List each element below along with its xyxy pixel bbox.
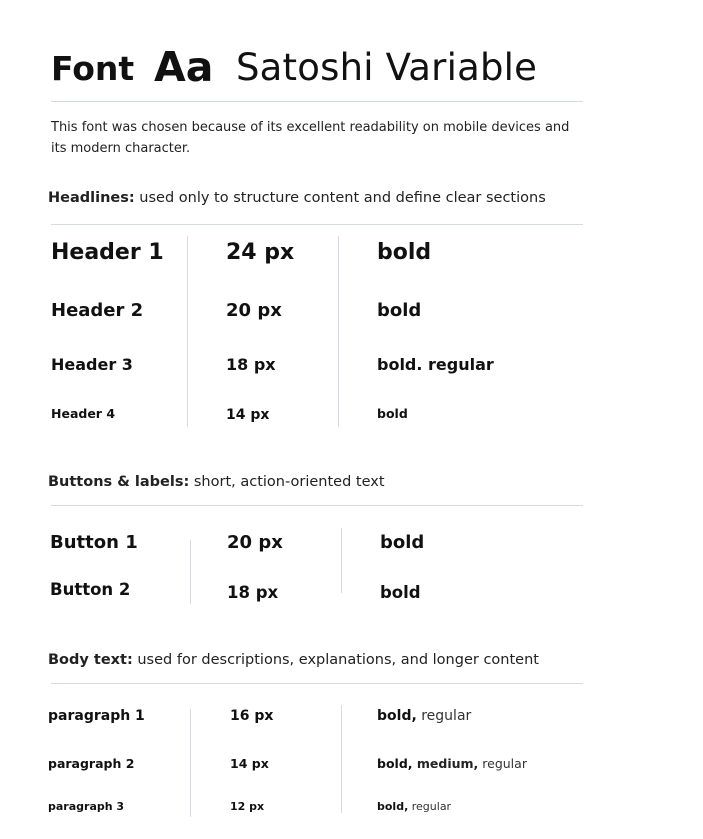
header-1-size: 24 px (226, 240, 295, 265)
paragraph-3-weight-bold: bold, (377, 800, 409, 813)
paragraph-3-weights (377, 800, 451, 813)
button-1-size: 20 px (227, 532, 283, 553)
headlines-divider (51, 224, 583, 225)
paragraph-2-weight-regular: regular (478, 756, 527, 771)
paragraph-2-weight-bold: bold, (377, 756, 413, 771)
paragraph-1-weight-bold: bold, (377, 708, 417, 724)
buttons-column-divider-1 (190, 540, 191, 604)
buttons-divider (51, 505, 583, 506)
paragraph-2-name: paragraph 2 (48, 756, 135, 771)
body-column-divider-2 (341, 705, 342, 813)
header-4-size: 14 px (226, 407, 270, 423)
buttons-section-label (48, 474, 385, 490)
header-1-name: Header 1 (51, 240, 164, 265)
paragraph-2-weight-medium: medium, (412, 756, 479, 771)
header-3-size: 18 px (226, 355, 276, 374)
header-2-size: 20 px (226, 300, 282, 321)
header-2-name: Header 2 (51, 300, 144, 321)
paragraph-2-size: 14 px (230, 756, 269, 771)
title-divider (51, 101, 583, 102)
font-description: This font was chosen because of its excellent readability on mobile devices and its modern character. (51, 120, 570, 156)
header-3-name: Header 3 (51, 355, 133, 374)
paragraph-1-weight-regular: regular (416, 708, 472, 724)
body-text-section-label (48, 652, 539, 668)
header-4-name: Header 4 (51, 406, 116, 421)
buttons-column-divider-2 (341, 528, 342, 593)
headlines-label-bold: Headlines: (48, 190, 135, 206)
button-2-weight: bold (380, 583, 421, 602)
font-name: Satoshi Variable (236, 46, 538, 89)
paragraph-1-name: paragraph 1 (48, 708, 145, 724)
paragraph-1-size: 16 px (230, 708, 274, 724)
button-2-name: Button 2 (50, 580, 131, 599)
title-word: Font (51, 49, 135, 88)
headlines-column-divider-2 (338, 236, 339, 427)
buttons-label-bold: Buttons & labels: (48, 474, 190, 490)
button-1-weight: bold (380, 532, 425, 553)
body-text-divider (51, 683, 583, 684)
header-3-weight: bold. regular (377, 355, 494, 374)
header-4-weight: bold (377, 406, 408, 421)
body-text-label-text: used for descriptions, explanations, and longer content (132, 652, 539, 668)
headlines-label-text: used only to structure content and define clear sections (134, 190, 546, 206)
title-sample-glyphs: Aa (154, 43, 214, 91)
paragraph-2-weights (377, 756, 527, 771)
header-1-weight: bold (377, 240, 432, 265)
paragraph-3-size: 12 px (230, 800, 265, 813)
paragraph-3-name: paragraph 3 (48, 800, 125, 813)
body-column-divider-1 (190, 709, 191, 817)
buttons-label-text: short, action-oriented text (189, 474, 385, 490)
button-1-name: Button 1 (50, 532, 138, 553)
paragraph-1-weights (377, 708, 471, 724)
headlines-section-label (48, 190, 546, 206)
button-2-size: 18 px (227, 583, 279, 602)
header-2-weight: bold (377, 300, 422, 321)
paragraph-3-weight-regular: regular (408, 800, 452, 813)
body-text-label-bold: Body text: (48, 652, 133, 668)
headlines-column-divider-1 (187, 236, 188, 427)
